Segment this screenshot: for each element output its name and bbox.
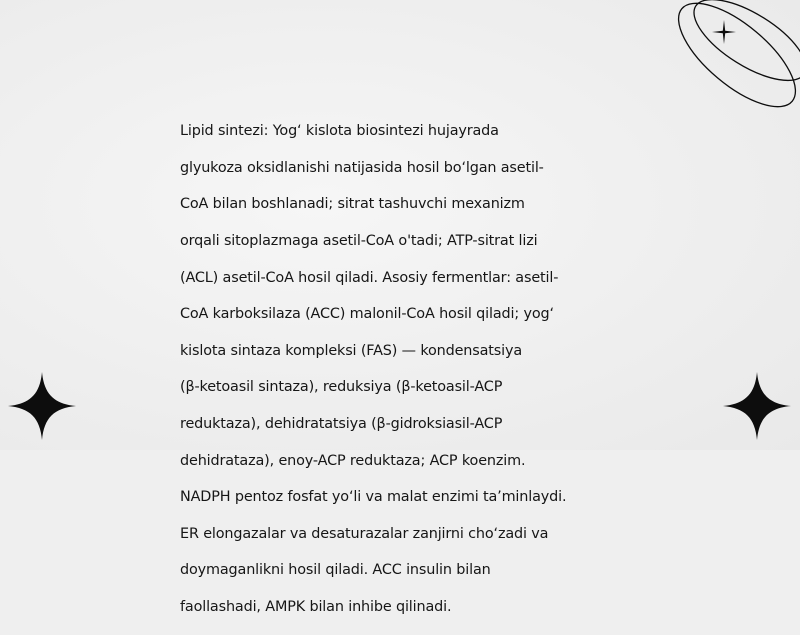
text-line: Lipid sintezi: Yog‘ kislota biosintezi hujayrada: [180, 123, 499, 140]
text-line: dehidrataza), enoy-ACP reduktaza; ACP koenzim.: [180, 452, 526, 469]
sparkle-cross-icon: [711, 19, 737, 45]
text-line: reduktaza), dehidratatsiya (β-gidroksiasil-ACP: [180, 416, 503, 433]
text-line: CoA bilan boshlanadi; sitrat tashuvchi mexanizm: [180, 196, 525, 213]
text-line: ER elongazalar va desaturazalar zanjirni cho‘zadi va: [180, 525, 549, 542]
text-line: glyukoza oksidlanishi natijasida hosil bo‘lgan asetil-: [180, 159, 544, 176]
text-line: doymaganlikni hosil qiladi. ACC insulin bilan: [180, 562, 491, 579]
text-line: kislota sintaza kompleksi (FAS) — kondensatsiya: [180, 342, 523, 359]
body-text: [180, 104, 630, 635]
text-line: orqali sitoplazmaga asetil-CoA o'tadi; ATP-sitrat lizi: [180, 233, 538, 250]
four-point-star-icon: [6, 370, 78, 442]
text-line: (ACL) asetil-CoA hosil qiladi. Asosiy fermentlar: asetil-: [180, 269, 559, 286]
text-line: faollashadi, AMPK bilan inhibe qilinadi.: [180, 599, 452, 616]
text-line: (β-ketoasil sintaza), reduksiya (β-ketoasil-ACP: [180, 379, 503, 396]
text-line: CoA karboksilaza (ACC) malonil-CoA hosil qiladi; yog‘: [180, 306, 554, 323]
four-point-star-icon: [721, 370, 793, 442]
text-line: NADPH pentoz fosfat yo‘li va malat enzimi ta’minlaydi.: [180, 489, 567, 506]
